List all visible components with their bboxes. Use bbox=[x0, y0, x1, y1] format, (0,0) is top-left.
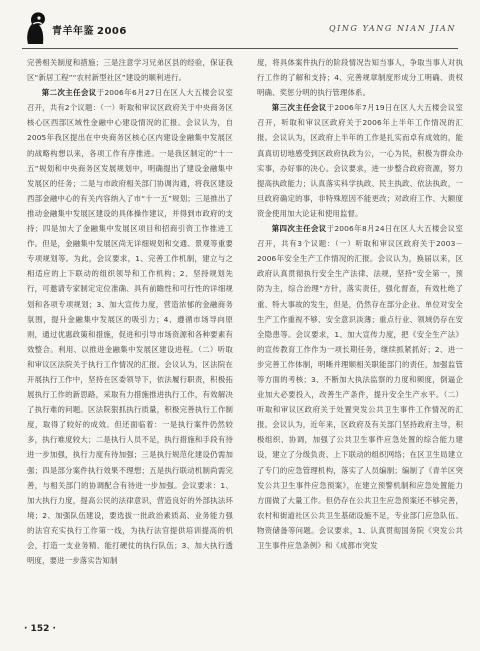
brand-title bbox=[52, 22, 127, 37]
paragraph-lead: 第二次主任会议 bbox=[41, 88, 97, 98]
yearbook-name: 青羊年鉴 bbox=[52, 26, 94, 37]
paragraph-lead: 第四次主任会议 bbox=[271, 224, 327, 234]
paragraph-text: 于2006年6月27日在区人大五楼会议室召开，共有2个议题：（一）听取和审议区政府关于中央商务区核心区西部区域性金融中心建设情况的汇报。会议认为，自2005年我区提出在中央商务区核心区内建设金融集中发展区的战略构想以来，各项工作有序推进。一是我区制定的“十一五”规划和中央商务区发展规划中，明确提出了建设金融集中发展区的任务；二是与市政府相关部门协调沟通，将我区建设西部金融中心的有关内容纳入了市“十一五”规划；三是推出了推动金融集中发展区建设的具体操作建议，并得到市政府的支持；四是加大了金融集中发展区项目和招商引资工作推进工作。但是，金融集中发展区尚无详细规划和交通、景观等重要专项规划等。为此，会议要求，1、完善工作机制，建立与之相适应的上下联动的组织领导和工作机构；2、坚持规划先行，可邀请专家制定定位准确、具有前瞻性和可行性的详细规划和各项专项规划；3、加大宣传力度，营造浓郁的金融商务氛围，提升金融集中发展区的吸引力；4、遵循市场导向原则，通过优惠政策和措施，促进和引导市场资源和各种要素有效整合。利用、以推进金融集中发展区建设进程。（二）听取和审议区法院关于执行工作情况的汇报。会议认为，区法院在开展执行工作中，坚持在区委领导下，依法履行职责，积极拓展执行工作的新思路，采取有力措施推进执行工作，有效解决了执行难的问题。区法院狠抓执行质量，积极完善执行工作制度，取得了较好的成效。但还面临着：一是执行案件仍然较多，执行难度较大；二是执行人员不足，执行措施和手段有待进一步加强，执行力度有待加强；三是执行规范化建设仍需加强；四是部分案件执行效果不理想；五是执行联动机制尚需完善，与相关部门的协调配合有待进一步加强。会议要求：1、加大执行力度，提高公民的法律意识，营造良好的外部执法环境；2、加强队伍建设，要选拔一批政治素质高、业务能力强的法官充实执行工作第一线，为执行法官提供培训提高的机会，打造一支业务精、能打硬仗的执行队伍；3、加大执行透明度，要进一步落实告知制 bbox=[27, 88, 233, 566]
left-column bbox=[27, 55, 233, 568]
paragraph-text: 于2006年8月24日在区人大五楼会议室召开，共有3个议题：（一）听取和审议区政府关于2003－2006年安全生产工作情况的汇报。会议认为，换届以来，区政府认真贯彻执行安全生产法律、法规，坚持“安全第一，预防为主，综合治理”方针，落实责任，强化督查，有效杜绝了重、特大事故的发生，但是，仍然存在部分企业、单位对安全生产工作重视不够、安全意识淡薄；重点行业、领域仍存在安全隐患等。会议要求，1、加大宣传力度，把《安全生产法》的宣传教育工作作为一项长期任务，继续抓紧抓好；2、进一步完善工作体制，明晰并理顺相关职能部门的责任，加强监管等方面的考核；3、不断加大执法监察的力度和频度，倒逼企业加大必要投入，改善生产条件，提升安全生产水平。（二）听取和审议区政府关于处置突发公共卫生事件工作情况的汇报。会议认为，近年来，区政府及有关部门坚持政府主导，积极组织、协调，加强了公共卫生事件应急处置的综合能力建设，建立了分级负责、上下联动的组织网络；在区卫生局建立了专门的应急管理机构，落实了人员编制；编制了《青羊区突发公共卫生事件应急预案》，在建立预警机制和应急处置能力方面做了大量工作。但仍存在公共卫生应急预案还不够完善，农村和街道社区公共卫生基础设施不足，专业部门应急队伍、物资储备等问题。会议要求，1、认真贯彻国务院《突发公共卫生事件应急条例》和《成都市突发 bbox=[257, 224, 463, 550]
right-column bbox=[257, 55, 463, 553]
paragraph bbox=[257, 221, 463, 553]
page-header bbox=[22, 8, 458, 48]
yearbook-logo-icon bbox=[22, 10, 50, 46]
page-number: · 152 · bbox=[24, 624, 56, 634]
paragraph bbox=[27, 85, 233, 568]
paragraph-text: 度，将具体案件执行的阶段情况告知当事人，争取当事人对执行工作的了解和支持；4、完善规章制度形成分工明确、责权明确、奖惩分明的执行管理体系。 bbox=[257, 58, 463, 98]
paragraph bbox=[257, 100, 463, 221]
running-header: QING YANG NIAN JIAN bbox=[328, 24, 456, 33]
yearbook-year: 2006 bbox=[97, 26, 127, 37]
paragraph bbox=[257, 55, 463, 100]
paragraph-text: 完善相关制度和措施；三是注意学习兄弟区县的经验，保证我区“新居工程”“农村新型社区”建设的顺利进行。 bbox=[27, 58, 233, 83]
paragraph bbox=[27, 55, 233, 85]
paragraph-lead: 第三次主任会议 bbox=[271, 103, 327, 113]
header-rule bbox=[22, 48, 458, 49]
paragraph-text: 于2006年7月19日在区人大五楼会议室召开，听取和审议区政府关于2006年上半年工作情况的汇报。会议认为，区政府上半年的工作是扎实而卓有成效的，能真真切切地感受到区政府执政为公，一心为民，积极为群众办实事，办好事的决心。会议要求，进一步整合政府资源，努力提高执政能力；认真落实科学执政、民主执政、依法执政，一旦政府确定的事，非特殊原因不能更改；对政府工作、大额度资金使用加大论证和使用监督。 bbox=[257, 103, 463, 218]
